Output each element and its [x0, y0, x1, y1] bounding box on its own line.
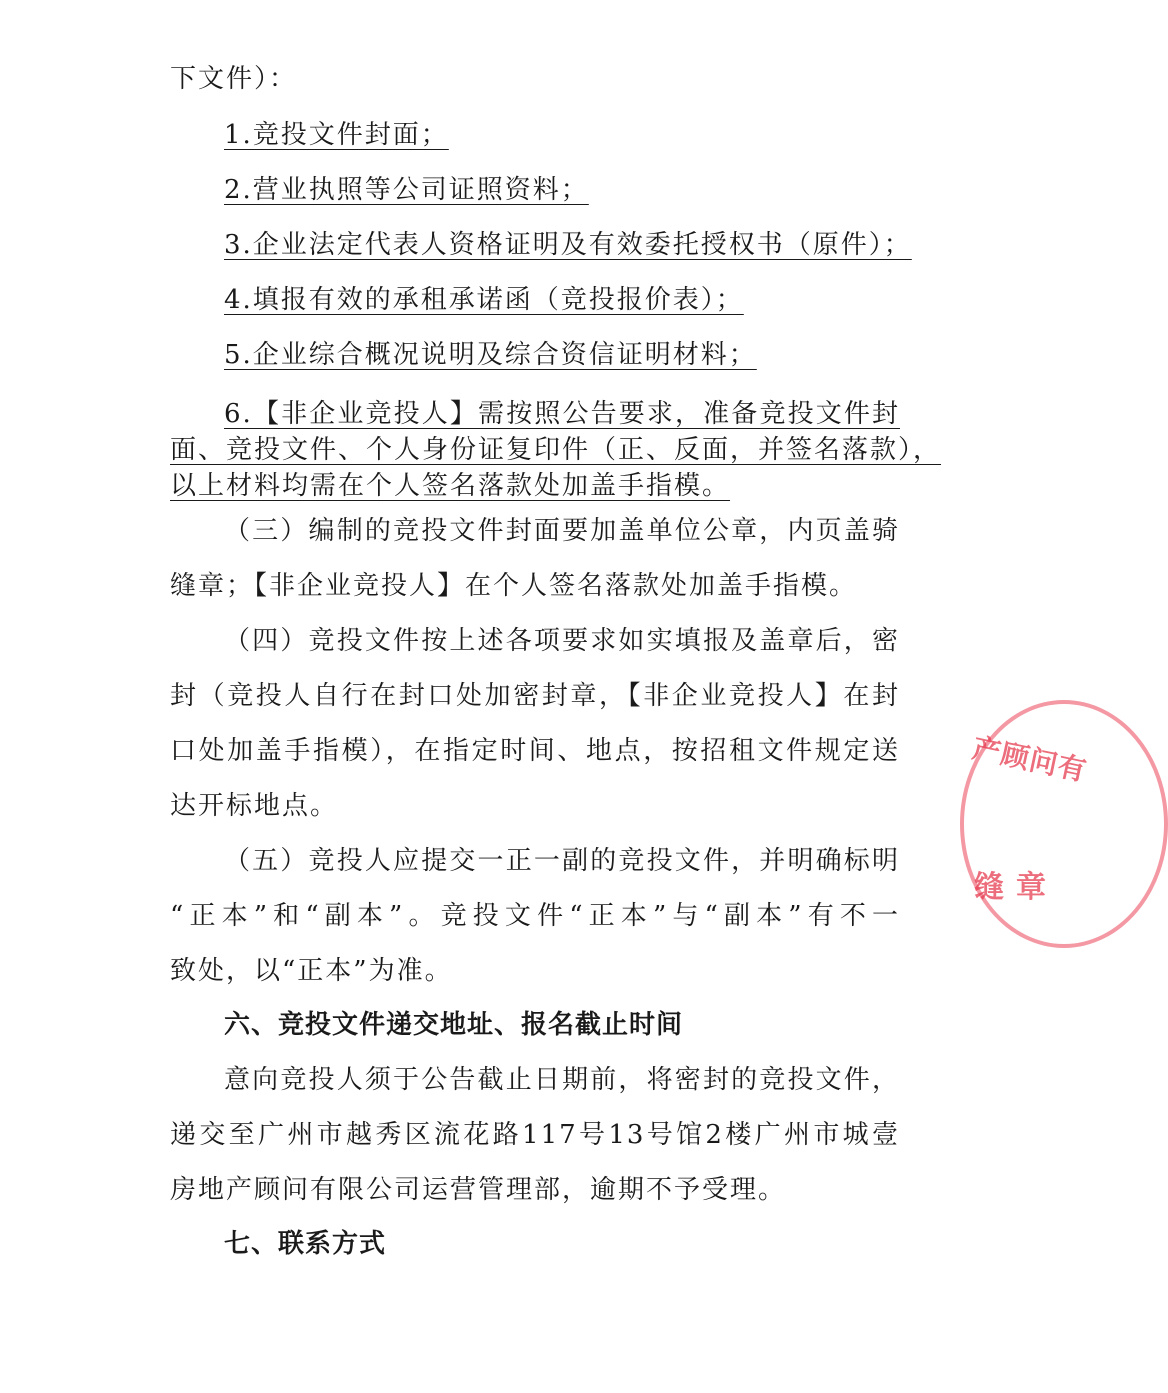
- section-four-line3: 口处加盖手指模），在指定时间、地点，按招租文件规定送: [170, 736, 900, 766]
- list-item-non-enterprise-line1: 6.【非企业竞投人】需按照公告要求，准备竞投文件封: [224, 399, 900, 429]
- section-three-line1: （三）编制的竞投文件封面要加盖单位公章，内页盖骑: [224, 516, 900, 546]
- list-item-credit: 5.企业综合概况说明及综合资信证明材料；: [224, 340, 757, 370]
- list-item-non-enterprise-line2: 面、竞投文件、个人身份证复印件（正、反面，并签名落款），: [170, 435, 942, 465]
- list-item-cover: 1.竞投文件封面；: [224, 120, 449, 150]
- section-four-line1: （四）竞投文件按上述各项要求如实填报及盖章后，密: [224, 626, 900, 656]
- section-four-line2: 封（竞投人自行在封口处加密封章，【非企业竞投人】在封: [170, 681, 900, 711]
- list-item-authorization: 3.企业法定代表人资格证明及有效委托授权书（原件）；: [224, 230, 912, 260]
- seal-top-text: 产顾问有: [969, 731, 1090, 788]
- seal-bottom-text: 缝章: [974, 870, 1058, 905]
- section-six-body-line3: 房地产顾问有限公司运营管理部，逾期不予受理。: [170, 1175, 787, 1205]
- section-five-line3: 致处，以“正本”为准。: [170, 956, 453, 986]
- red-seal-stamp: [960, 700, 1168, 948]
- section-seven-heading: 七、联系方式: [224, 1229, 387, 1259]
- list-item-non-enterprise-line3: 以上材料均需在个人签名落款处加盖手指模。: [170, 471, 731, 501]
- section-four-line4: 达开标地点。: [170, 791, 339, 821]
- section-five-line1: （五）竞投人应提交一正一副的竞投文件，并明确标明: [224, 846, 900, 876]
- section-three-line2: 缝章；【非企业竞投人】在个人签名落款处加盖手指模。: [170, 571, 858, 601]
- section-six-body-line2: 递交至广州市越秀区流花路117号13号馆2楼广州市城壹: [170, 1120, 900, 1150]
- list-item-license: 2.营业执照等公司证照资料；: [224, 175, 589, 205]
- section-six-body-line1: 意向竞投人须于公告截止日期前，将密封的竞投文件，: [224, 1065, 900, 1095]
- continuation-line: 下文件）：: [170, 64, 298, 94]
- list-item-commitment: 4.填报有效的承租承诺函（竞投报价表）；: [224, 285, 744, 315]
- section-five-line2: “正本”和“副本”。竞投文件“正本”与“副本”有不一: [170, 901, 900, 931]
- section-six-heading: 六、竞投文件递交地址、报名截止时间: [224, 1010, 684, 1040]
